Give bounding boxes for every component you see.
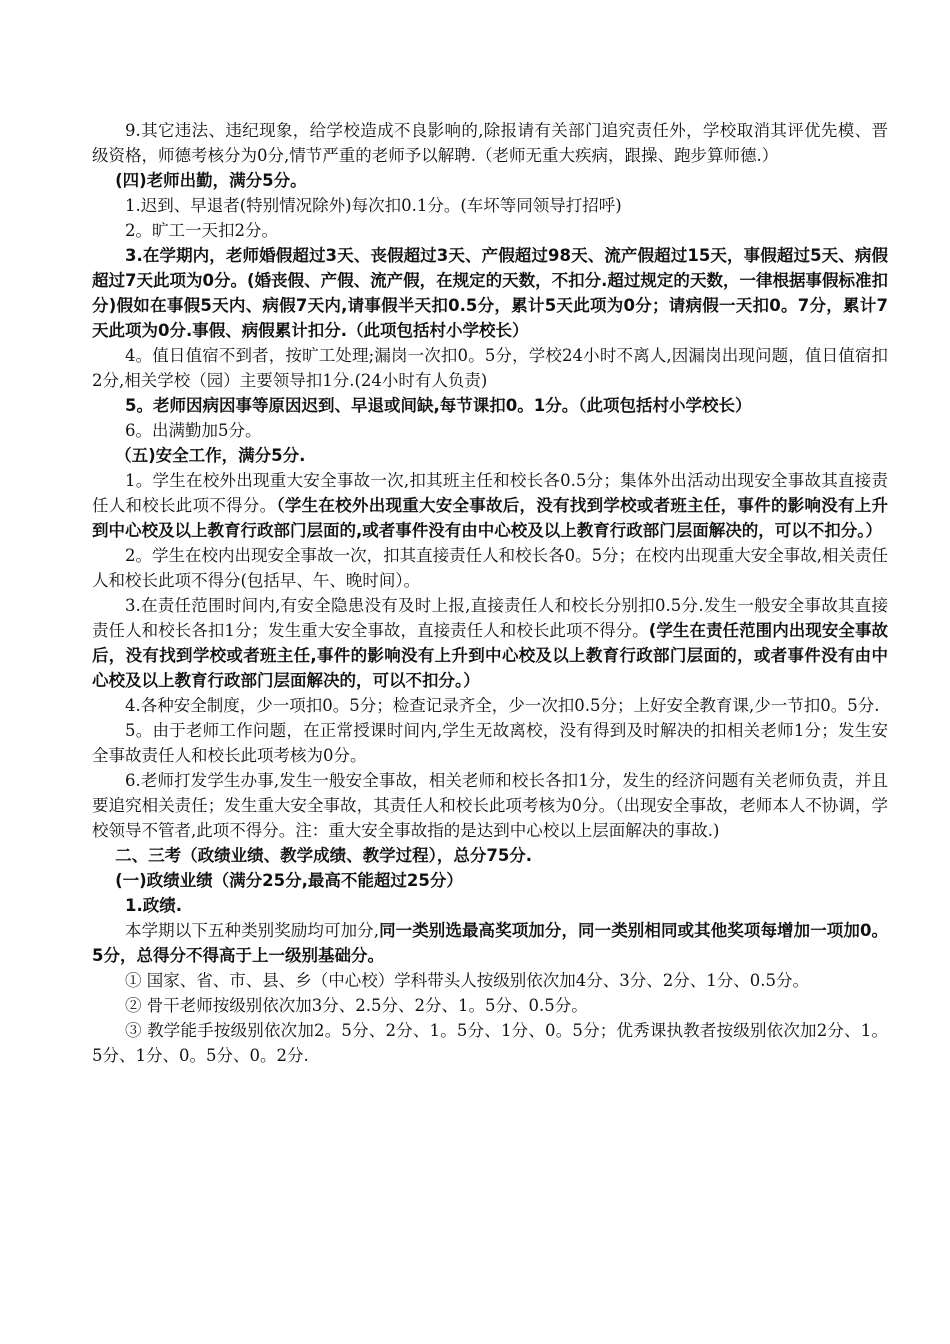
section-heading-performance: (一)政绩业绩（满分25分,最高不能超过25分） (115, 871, 463, 890)
safety-item-3-note: (学生在责任范围内出现安全事故后，没有找到学校或者班主任,事件的影响没有上升到中心校及以上教育行政部门层面的，或者事件没有由中心校及以上教育行政部门层面解决的，可以不扣分。） (92, 621, 889, 690)
politics-intro-rule: 同一类别选最高奖项加分，同一类别相同或其他奖项每增加一项加0。5分，总得分不得高于上一级别基础分。 (92, 921, 889, 965)
section-heading-safety: （五)安全工作，满分5分. (115, 446, 306, 465)
attendance-item-1: 1.迟到、早退者(特别情况除外)每次扣0.1分。(车坏等同领导打招呼) (125, 196, 622, 215)
para-item-9: 9.其它违法、违纪现象，给学校造成不良影响的,除报请有关部门追究责任外，学校取消其评优先模、晋级资格，师德考核分为0分,情节严重的老师予以解聘.（老师无重大疾病，跟操、跑步算师德.） (92, 121, 888, 165)
safety-item-1-note: （学生在校外出现重大安全事故后，没有找到学校或者班主任，事件的影响没有上升到中心校及以上教育行政部门层面的,或者事件没有由中心校及以上教育行政部门层面解决的，可以不扣分。） (92, 496, 889, 540)
safety-item-3-text: 3.在责任范围时间内,有安全隐患没有及时上报,直接责任人和校长分别扣0.5分.发生一般安全事故其直接责任人和校长各扣1分；发生重大安全事故，直接责任人和校长此项不得分。 (92, 596, 888, 640)
safety-item-4: 4.各种安全制度，少一项扣0。5分；检查记录齐全，少一次扣0.5分；上好安全教育课,少一节扣0。5分. (125, 696, 880, 715)
politics-intro-text: 本学期以下五种类别奖励均可加分, (125, 921, 379, 940)
section-heading-attendance: (四)老师出勤，满分5分。 (115, 171, 307, 190)
attendance-item-5: 5。老师因病因事等原因迟到、早退或间缺,每节课扣0。1分。（此项包括村小学校长） (125, 396, 752, 415)
attendance-item-6: 6。出满勤加5分。 (125, 421, 262, 440)
section-heading-three-assessments: 二、三考（政绩业绩、教学成绩、教学过程），总分75分. (115, 846, 533, 865)
politics-item-3: ③ 教学能手按级别依次加2。5分、2分、1。5分、1分、0。5分；优秀课执教者按级别依次加2分、1。5分、1分、0。5分、0。2分. (92, 1021, 888, 1065)
safety-item-2: 2。学生在校内出现安全事故一次，扣其直接责任人和校长各0。5分；在校内出现重大安全事故,相关责任人和校长此项不得分(包括早、午、晚时间）。 (92, 546, 888, 590)
attendance-item-4: 4。值日值宿不到者，按旷工处理;漏岗一次扣0。5分，学校24小时不离人,因漏岗出现问题，值日值宿扣2分,相关学校（园）主要领导扣1分.(24小时有人负责) (92, 346, 888, 390)
attendance-item-2: 2。旷工一天扣2分。 (125, 221, 278, 240)
politics-item-2: ② 骨干老师按级别依次加3分、2.5分、2分、1。5分、0.5分。 (125, 996, 588, 1015)
safety-item-6: 6.老师打发学生办事,发生一般安全事故，相关老师和校长各扣1分，发生的经济问题有关老师负责，并且要追究相关责任；发生重大安全事故，其责任人和校长此项考核为0分。（出现安全事故，老师本人不协调，学校领导不管者,此项不得分。注：重大安全事故指的是达到中心校以上层面解决的事故.) (92, 771, 888, 840)
section-heading-politics: 1.政绩. (125, 896, 183, 915)
safety-item-1-text: 1。学生在校外出现重大安全事故一次,扣其班主任和校长各0.5分；集体外出活动出现安全事故其直接责任人和校长此项不得分。 (92, 471, 888, 515)
politics-item-1: ① 国家、省、市、县、乡（中心校）学科带头人按级别依次加4分、3分、2分、1分、0.5分。 (125, 971, 809, 990)
politics-intro (92, 918, 888, 968)
safety-item-5: 5。由于老师工作问题，在正常授课时间内,学生无故离校，没有得到及时解决的扣相关老师1分；发生安全事故责任人和校长此项考核为0分。 (92, 721, 888, 765)
safety-item-1 (92, 468, 888, 543)
safety-item-3 (92, 593, 888, 693)
attendance-item-3: 3.在学期内，老师婚假超过3天、丧假超过3天、产假超过98天、流产假超过15天，事假超过5天、病假超过7天此项为0分。(婚丧假、产假、流产假，在规定的天数，不扣分.超过规定的天数，一律根据事假标准扣分)假如在事假5天内、病假7天内,请事假半天扣0.5分，累计5天此项为0分；请病假一天扣0。7分，累计7天此项为0分.事假、病假累计扣分.（此项包括村小学校长） (92, 246, 888, 340)
